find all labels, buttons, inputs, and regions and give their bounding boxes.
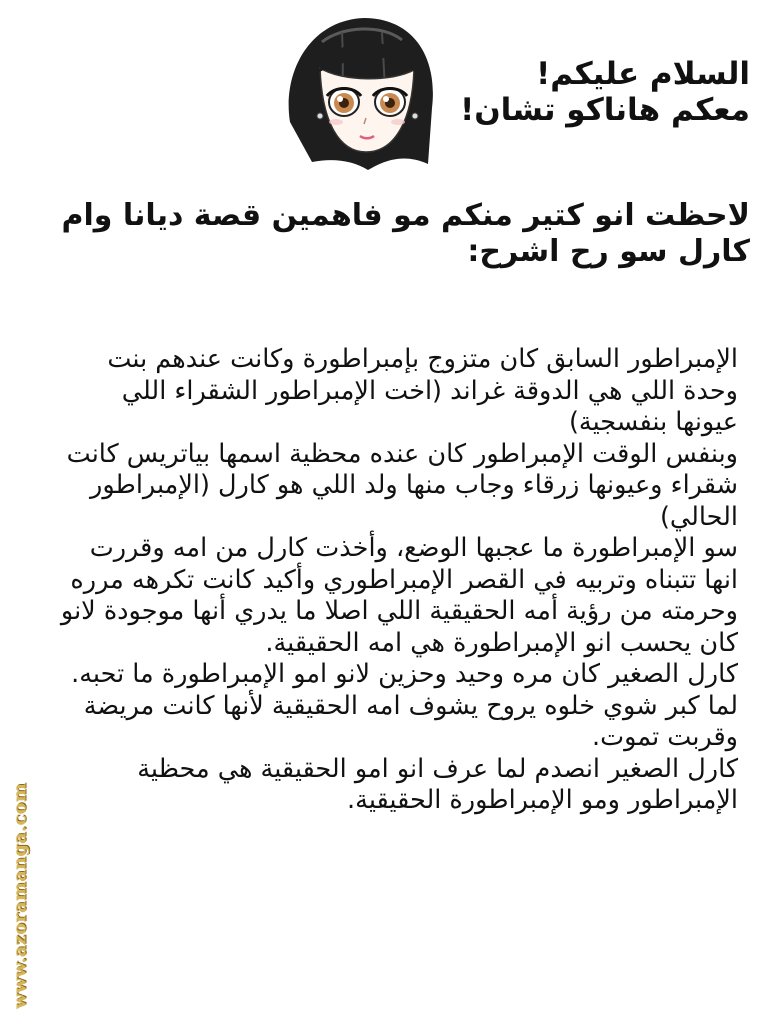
story-paragraph: الإمبراطور السابق كان متزوج بإمبراطورة وكانت عندهم بنت وحدة اللي هي الدوقة غراند (اخت الإمبراطور الشقراء اللي عيونها بنفسجية) xyxy=(107,344,738,437)
intro-heading: لاحظت انو كتير منكم مو فاهمين قصة ديانا وام كارل سو رح اشرح: xyxy=(61,198,750,269)
story-paragraph: سو الإمبراطورة ما عجبها الوضع، وأخذت كارل من امه وقررت انها تتبناه وتربيه في القصر الإمبراطوري وأكيد كانت تكرهه مرره وحرمته من رؤية أمه الحقيقية اللي اصلا ما يدري أنها موجودة لانو كان يحسب انو الإمبراطورة هي امه الحقيقية. xyxy=(60,533,738,658)
greeting-block xyxy=(150,56,750,128)
greeting-line-1: السلام عليكم! xyxy=(536,56,750,92)
site-watermark xyxy=(6,776,34,1016)
story-paragraph: وبنفس الوقت الإمبراطور كان عنده محظية اسمها بياتريس كانت شقراء وعيونها زرقاء وجاب منها ولد اللي هو كارل (الإمبراطور الحالي) xyxy=(66,438,738,532)
story-paragraph: كارل الصغير كان مره وحيد وحزين لانو امو الإمبراطورة ما تحبه. xyxy=(71,659,738,689)
story-paragraph: لما كبر شوي خلوه يروح يشوف امه الحقيقية لأنها كانت مريضة وقربت تموت. xyxy=(83,690,738,752)
watermark-text: www.azoramanga.com xyxy=(9,783,31,1009)
greeting-line-2: معكم هاناكو تشان! xyxy=(460,92,750,128)
story-paragraph: كارل الصغير انصدم لما عرف انو امو الحقيقية هي محظية الإمبراطور ومو الإمبراطورة الحقيقية. xyxy=(137,753,738,815)
story-body xyxy=(58,344,738,817)
